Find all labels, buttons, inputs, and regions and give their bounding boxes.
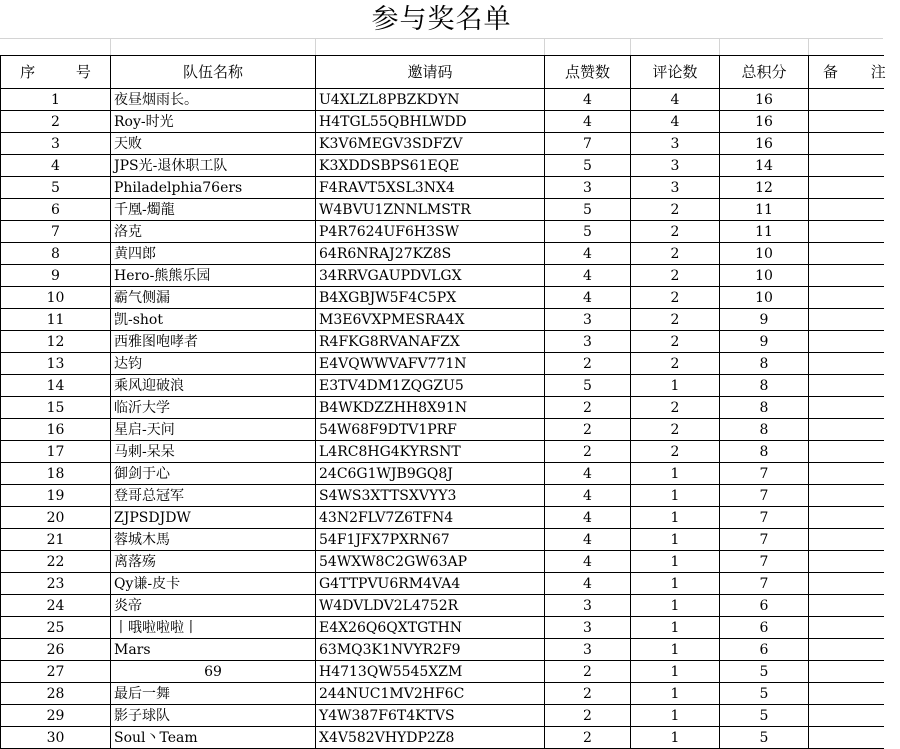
cell-total[interactable]: 8: [720, 397, 809, 419]
cell-total[interactable]: 12: [720, 177, 809, 199]
cell-note[interactable]: [809, 727, 884, 749]
cell-note[interactable]: [809, 331, 884, 353]
cell-total[interactable]: 7: [720, 529, 809, 551]
cell-total[interactable]: 5: [720, 727, 809, 749]
cell-note[interactable]: [809, 397, 884, 419]
cell-comments[interactable]: 1: [631, 727, 720, 749]
cell-seq[interactable]: 6: [1, 199, 111, 221]
cell-comments[interactable]: 2: [631, 287, 720, 309]
table-row: [1, 309, 884, 331]
table-row: [1, 661, 884, 683]
table-row: [1, 507, 884, 529]
table-row: [1, 265, 884, 287]
header-comments[interactable]: 评论数: [631, 56, 720, 89]
cell-note[interactable]: [809, 639, 884, 661]
header-team[interactable]: 队伍名称: [111, 56, 316, 89]
cell-team[interactable]: 御剑于心: [111, 463, 316, 485]
cell-comments[interactable]: 1: [631, 617, 720, 639]
cell-total[interactable]: 6: [720, 617, 809, 639]
cell-likes[interactable]: 4: [545, 529, 631, 551]
cell-likes[interactable]: 2: [545, 661, 631, 683]
cell-seq[interactable]: 26: [1, 639, 111, 661]
table-row: [1, 705, 884, 727]
cell-team[interactable]: 69: [111, 661, 316, 683]
cell-likes[interactable]: 2: [545, 397, 631, 419]
cell-total[interactable]: 16: [720, 111, 809, 133]
cell-note[interactable]: [809, 661, 884, 683]
cell-invite-code[interactable]: W4DVLDV2L4752R: [316, 595, 545, 617]
cell-seq[interactable]: 20: [1, 507, 111, 529]
cell-team[interactable]: Roy-时光: [111, 111, 316, 133]
cell-note[interactable]: [809, 551, 884, 573]
table-row: [1, 177, 884, 199]
cell-likes[interactable]: 5: [545, 155, 631, 177]
table-row: [1, 375, 884, 397]
table-row: [1, 111, 884, 133]
cell-invite-code[interactable]: 54WXW8C2GW63AP: [316, 551, 545, 573]
cell-comments[interactable]: 2: [631, 397, 720, 419]
cell-note[interactable]: [809, 419, 884, 441]
cell-total[interactable]: 8: [720, 375, 809, 397]
header-seq[interactable]: 序 号: [1, 56, 111, 89]
cell-invite-code[interactable]: S4WS3XTTSXVYY3: [316, 485, 545, 507]
cell-invite-code[interactable]: G4TTPVU6RM4VA4: [316, 573, 545, 595]
cell-total[interactable]: 8: [720, 441, 809, 463]
cell-invite-code[interactable]: 63MQ3K1NVYR2F9: [316, 639, 545, 661]
cell-team[interactable]: 千凰-燭龍: [111, 199, 316, 221]
table-row: [1, 595, 884, 617]
cell-note[interactable]: [809, 243, 884, 265]
cell-comments[interactable]: 2: [631, 243, 720, 265]
cell-seq[interactable]: 8: [1, 243, 111, 265]
cell-invite-code[interactable]: 54W68F9DTV1PRF: [316, 419, 545, 441]
cell-likes[interactable]: 7: [545, 133, 631, 155]
cell-comments[interactable]: 2: [631, 199, 720, 221]
cell-note[interactable]: [809, 111, 884, 133]
cell-total[interactable]: 5: [720, 705, 809, 727]
cell-team[interactable]: 夜昼烟雨长。: [111, 89, 316, 111]
cell-team[interactable]: 最后一舞: [111, 683, 316, 705]
table-row: [1, 243, 884, 265]
cell-note[interactable]: [809, 507, 884, 529]
cell-seq[interactable]: 28: [1, 683, 111, 705]
table-row: [1, 639, 884, 661]
cell-likes[interactable]: 3: [545, 331, 631, 353]
cell-note[interactable]: [809, 155, 884, 177]
cell-likes[interactable]: 2: [545, 705, 631, 727]
cell-comments[interactable]: 1: [631, 705, 720, 727]
cell-team[interactable]: 蓉城木馬: [111, 529, 316, 551]
cell-team[interactable]: Soul丶Team: [111, 727, 316, 749]
cell-seq[interactable]: 12: [1, 331, 111, 353]
cell-invite-code[interactable]: H4713QW5545XZM: [316, 661, 545, 683]
cell-total[interactable]: 7: [720, 551, 809, 573]
header-note[interactable]: 备 注: [809, 56, 884, 89]
cell-team[interactable]: 西雅图咆哮者: [111, 331, 316, 353]
cell-seq[interactable]: 16: [1, 419, 111, 441]
cell-seq[interactable]: 27: [1, 661, 111, 683]
cell-likes[interactable]: 2: [545, 441, 631, 463]
cell-comments[interactable]: 1: [631, 661, 720, 683]
cell-comments[interactable]: 1: [631, 683, 720, 705]
cell-invite-code[interactable]: 34RRVGAUPDVLGX: [316, 265, 545, 287]
header-row: [1, 56, 884, 89]
cell-note[interactable]: [809, 463, 884, 485]
cell-total[interactable]: 7: [720, 485, 809, 507]
cell-invite-code[interactable]: P4R7624UF6H3SW: [316, 221, 545, 243]
cell-invite-code[interactable]: L4RC8HG4KYRSNT: [316, 441, 545, 463]
cell-total[interactable]: 9: [720, 309, 809, 331]
cell-likes[interactable]: 4: [545, 551, 631, 573]
cell-total[interactable]: 10: [720, 243, 809, 265]
cell-invite-code[interactable]: 43N2FLV7Z6TFN4: [316, 507, 545, 529]
cell-team[interactable]: 星启-天问: [111, 419, 316, 441]
header-total[interactable]: 总积分: [720, 56, 809, 89]
cell-total[interactable]: 5: [720, 661, 809, 683]
cell-total[interactable]: 10: [720, 265, 809, 287]
cell-likes[interactable]: 4: [545, 265, 631, 287]
cell-note[interactable]: [809, 89, 884, 111]
cell-likes[interactable]: 2: [545, 683, 631, 705]
cell-invite-code[interactable]: W4BVU1ZNNLMSTR: [316, 199, 545, 221]
cell-likes[interactable]: 3: [545, 177, 631, 199]
cell-seq[interactable]: 1: [1, 89, 111, 111]
cell-note[interactable]: [809, 705, 884, 727]
cell-seq[interactable]: 18: [1, 463, 111, 485]
cell-likes[interactable]: 4: [545, 573, 631, 595]
cell-note[interactable]: [809, 133, 884, 155]
cell-comments[interactable]: 2: [631, 309, 720, 331]
table-row: [1, 199, 884, 221]
cell-likes[interactable]: 4: [545, 507, 631, 529]
cell-team[interactable]: Hero-熊熊乐园: [111, 265, 316, 287]
cell-invite-code[interactable]: K3XDDSBPS61EQE: [316, 155, 545, 177]
cell-comments[interactable]: 1: [631, 529, 720, 551]
cell-likes[interactable]: 4: [545, 111, 631, 133]
cell-comments[interactable]: 2: [631, 441, 720, 463]
cell-seq[interactable]: 30: [1, 727, 111, 749]
cell-seq[interactable]: 3: [1, 133, 111, 155]
cell-likes[interactable]: 3: [545, 595, 631, 617]
cell-likes[interactable]: 5: [545, 221, 631, 243]
blank-grid-row: [0, 38, 883, 56]
cell-likes[interactable]: 3: [545, 617, 631, 639]
cell-likes[interactable]: 5: [545, 199, 631, 221]
cell-comments[interactable]: 3: [631, 155, 720, 177]
table-row: [1, 573, 884, 595]
cell-seq[interactable]: 23: [1, 573, 111, 595]
cell-invite-code[interactable]: K3V6MEGV3SDFZV: [316, 133, 545, 155]
cell-team[interactable]: ZJPSDJDW: [111, 507, 316, 529]
cell-note[interactable]: [809, 595, 884, 617]
table-row: [1, 551, 884, 573]
cell-team[interactable]: Philadelphia76ers: [111, 177, 316, 199]
cell-seq[interactable]: 11: [1, 309, 111, 331]
cell-total[interactable]: 14: [720, 155, 809, 177]
cell-team[interactable]: 乘风迎破浪: [111, 375, 316, 397]
cell-likes[interactable]: 4: [545, 89, 631, 111]
cell-likes[interactable]: 2: [545, 353, 631, 375]
cell-team[interactable]: 霸气侧漏: [111, 287, 316, 309]
cell-note[interactable]: [809, 529, 884, 551]
cell-likes[interactable]: 3: [545, 309, 631, 331]
cell-invite-code[interactable]: X4V582VHYDP2Z8: [316, 727, 545, 749]
cell-note[interactable]: [809, 441, 884, 463]
cell-team[interactable]: 洛克: [111, 221, 316, 243]
cell-seq[interactable]: 22: [1, 551, 111, 573]
cell-team[interactable]: 登哥总冠军: [111, 485, 316, 507]
cell-seq[interactable]: 21: [1, 529, 111, 551]
cell-total[interactable]: 7: [720, 573, 809, 595]
table-row: [1, 133, 884, 155]
cell-comments[interactable]: 2: [631, 419, 720, 441]
cell-likes[interactable]: 3: [545, 639, 631, 661]
cell-total[interactable]: 7: [720, 507, 809, 529]
cell-team[interactable]: 离落殇: [111, 551, 316, 573]
cell-total[interactable]: 8: [720, 419, 809, 441]
award-table: [0, 55, 900, 749]
cell-likes[interactable]: 2: [545, 727, 631, 749]
cell-note[interactable]: [809, 375, 884, 397]
cell-total[interactable]: 6: [720, 595, 809, 617]
cell-note[interactable]: [809, 287, 884, 309]
cell-team[interactable]: 马刺-呆呆: [111, 441, 316, 463]
cell-comments[interactable]: 3: [631, 133, 720, 155]
table-row: [1, 331, 884, 353]
cell-total[interactable]: 6: [720, 639, 809, 661]
cell-invite-code[interactable]: 64R6NRAJ27KZ8S: [316, 243, 545, 265]
cell-total[interactable]: 10: [720, 287, 809, 309]
cell-seq[interactable]: 17: [1, 441, 111, 463]
cell-seq[interactable]: 5: [1, 177, 111, 199]
cell-comments[interactable]: 2: [631, 353, 720, 375]
table-row: [1, 617, 884, 639]
cell-invite-code[interactable]: F4RAVT5XSL3NX4: [316, 177, 545, 199]
cell-comments[interactable]: 2: [631, 331, 720, 353]
cell-comments[interactable]: 1: [631, 573, 720, 595]
cell-team[interactable]: 炎帝: [111, 595, 316, 617]
cell-note[interactable]: [809, 177, 884, 199]
cell-likes[interactable]: 5: [545, 375, 631, 397]
cell-invite-code[interactable]: B4WKDZZHH8X91N: [316, 397, 545, 419]
cell-invite-code[interactable]: 244NUC1MV2HF6C: [316, 683, 545, 705]
cell-invite-code[interactable]: E3TV4DM1ZQGZU5: [316, 375, 545, 397]
cell-note[interactable]: [809, 485, 884, 507]
cell-comments[interactable]: 4: [631, 89, 720, 111]
table-row: [1, 287, 884, 309]
cell-invite-code[interactable]: R4FKG8RVANAFZX: [316, 331, 545, 353]
cell-invite-code[interactable]: E4VQWWVAFV771N: [316, 353, 545, 375]
table-row: [1, 463, 884, 485]
cell-team[interactable]: Mars: [111, 639, 316, 661]
cell-likes[interactable]: 4: [545, 485, 631, 507]
table-row: [1, 353, 884, 375]
cell-invite-code[interactable]: M3E6VXPMESRA4X: [316, 309, 545, 331]
table-row: [1, 441, 884, 463]
cell-invite-code[interactable]: 54F1JFX7PXRN67: [316, 529, 545, 551]
cell-invite-code[interactable]: Y4W387F6T4KTVS: [316, 705, 545, 727]
header-invite-code[interactable]: 邀请码: [316, 56, 545, 89]
cell-comments[interactable]: 1: [631, 551, 720, 573]
cell-invite-code[interactable]: 24C6G1WJB9GQ8J: [316, 463, 545, 485]
table-row: [1, 727, 884, 749]
cell-comments[interactable]: 1: [631, 595, 720, 617]
table-row: [1, 419, 884, 441]
cell-comments[interactable]: 1: [631, 507, 720, 529]
cell-note[interactable]: [809, 309, 884, 331]
header-likes[interactable]: 点赞数: [545, 56, 631, 89]
cell-seq[interactable]: 9: [1, 265, 111, 287]
cell-note[interactable]: [809, 683, 884, 705]
cell-total[interactable]: 9: [720, 331, 809, 353]
cell-team[interactable]: Qy谦-皮卡: [111, 573, 316, 595]
cell-comments[interactable]: 3: [631, 177, 720, 199]
cell-note[interactable]: [809, 353, 884, 375]
cell-team[interactable]: 影子球队: [111, 705, 316, 727]
table-row: [1, 221, 884, 243]
cell-team[interactable]: 临沂大学: [111, 397, 316, 419]
cell-seq[interactable]: 19: [1, 485, 111, 507]
cell-team[interactable]: 达钧: [111, 353, 316, 375]
cell-comments[interactable]: 2: [631, 221, 720, 243]
cell-team[interactable]: 丨哦啦啦啦丨: [111, 617, 316, 639]
table-row: [1, 155, 884, 177]
cell-team[interactable]: 凯-shot: [111, 309, 316, 331]
cell-note[interactable]: [809, 573, 884, 595]
cell-comments[interactable]: 1: [631, 375, 720, 397]
cell-total[interactable]: 11: [720, 221, 809, 243]
table-row: [1, 529, 884, 551]
cell-likes[interactable]: 4: [545, 243, 631, 265]
cell-team[interactable]: 天败: [111, 133, 316, 155]
table-body: [1, 89, 884, 749]
sheet-title: 参与奖名单: [371, 4, 512, 35]
cell-total[interactable]: 16: [720, 133, 809, 155]
table-row: [1, 397, 884, 419]
cell-note[interactable]: [809, 199, 884, 221]
table-row: [1, 485, 884, 507]
cell-total[interactable]: 7: [720, 463, 809, 485]
cell-invite-code[interactable]: H4TGL55QBHLWDD: [316, 111, 545, 133]
cell-team[interactable]: 黄四郎: [111, 243, 316, 265]
cell-seq[interactable]: 10: [1, 287, 111, 309]
cell-comments[interactable]: 2: [631, 265, 720, 287]
table-row: [1, 89, 884, 111]
cell-comments[interactable]: 1: [631, 463, 720, 485]
cell-total[interactable]: 5: [720, 683, 809, 705]
cell-note[interactable]: [809, 221, 884, 243]
cell-note[interactable]: [809, 265, 884, 287]
cell-comments[interactable]: 1: [631, 485, 720, 507]
cell-seq[interactable]: 15: [1, 397, 111, 419]
cell-seq[interactable]: 13: [1, 353, 111, 375]
cell-seq[interactable]: 25: [1, 617, 111, 639]
cell-seq[interactable]: 29: [1, 705, 111, 727]
cell-seq[interactable]: 14: [1, 375, 111, 397]
cell-likes[interactable]: 4: [545, 287, 631, 309]
cell-comments[interactable]: 1: [631, 639, 720, 661]
cell-invite-code[interactable]: E4X26Q6QXTGTHN: [316, 617, 545, 639]
cell-note[interactable]: [809, 617, 884, 639]
table-row: [1, 683, 884, 705]
cell-seq[interactable]: 24: [1, 595, 111, 617]
cell-invite-code[interactable]: B4XGBJW5F4C5PX: [316, 287, 545, 309]
cell-team[interactable]: JPS光-退休职工队: [111, 155, 316, 177]
cell-total[interactable]: 16: [720, 89, 809, 111]
cell-seq[interactable]: 4: [1, 155, 111, 177]
cell-total[interactable]: 11: [720, 199, 809, 221]
cell-seq[interactable]: 2: [1, 111, 111, 133]
cell-seq[interactable]: 7: [1, 221, 111, 243]
cell-likes[interactable]: 2: [545, 419, 631, 441]
cell-total[interactable]: 8: [720, 353, 809, 375]
cell-likes[interactable]: 4: [545, 463, 631, 485]
cell-comments[interactable]: 4: [631, 111, 720, 133]
cell-invite-code[interactable]: U4XLZL8PBZKDYN: [316, 89, 545, 111]
